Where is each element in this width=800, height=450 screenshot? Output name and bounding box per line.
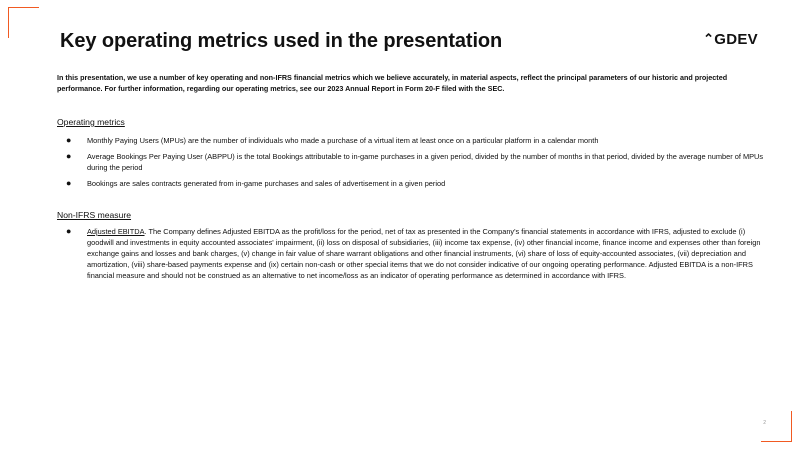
bullet-icon: ● bbox=[66, 135, 72, 145]
bullet-icon: ● bbox=[66, 226, 72, 236]
metric-abppu-text: Average Bookings Per Paying User (ABPPU) is the total Bookings attributable to in-game purchases in a given period, divided by the number of months in that period, divided by the average number of MPUs during the period bbox=[87, 152, 764, 173]
intro-paragraph: In this presentation, we use a number of key operating and non-IFRS financial metrics which we believe accurately, in material aspects, reflect the principal parameters of our historic and projected performance. For further information, regarding our operating metrics, see our 2023 Annual Report in Form 20-F filed with the SEC. bbox=[57, 73, 728, 94]
slide-title: Key operating metrics used in the presentation bbox=[60, 30, 503, 52]
adjusted-ebitda-term: Adjusted EBITDA bbox=[87, 227, 145, 236]
logo-caret-icon: ⌃ bbox=[703, 31, 715, 46]
adjusted-ebitda-definition: . The Company defines Adjusted EBITDA as the profit/loss for the period, net of tax as presented in the Company's financial statements in accordance with IFRS, adjusted to exclude (i) goodwill and investments in equity accounted associates' impairment, (ii) loss on disposal of subsidiaries, (iii) income tax expense, (iv) other financial income, finance income and expenses other than foreign exchange gains and losses and bank charges, (v) change in fair value of share warrant obligations and other financial instruments, (vi) share of loss of equity-accounted associates, (vii) depreciation and amortization, (viii) share-based payments expense and (ix) certain non-cash or other special items that we do not consider indicative of our ongoing operating performance. Adjusted EBITDA is a non-IFRS financial measure and should not be construed as an alternative to net income/loss as an indicator of operating performance as determined in accordance with IFRS. bbox=[87, 227, 761, 281]
list-item bbox=[66, 226, 766, 282]
corner-accent-bottom-right bbox=[761, 411, 792, 442]
metric-mpu-text: Monthly Paying Users (MPUs) are the number of individuals who made a purchase of a virtual item at least once on a particular platform in a calendar month bbox=[87, 136, 599, 145]
non-ifrs-list bbox=[66, 226, 766, 282]
page-number: 2 bbox=[763, 420, 766, 426]
bullet-icon: ● bbox=[66, 151, 72, 162]
bullet-icon: ● bbox=[66, 178, 72, 189]
operating-metrics-list bbox=[66, 135, 766, 194]
logo-text: GDEV bbox=[714, 31, 758, 48]
non-ifrs-heading: Non-IFRS measure bbox=[57, 210, 132, 220]
gdev-logo bbox=[703, 31, 758, 48]
corner-accent-top-left bbox=[8, 7, 39, 38]
list-item bbox=[66, 178, 766, 189]
list-item bbox=[66, 151, 766, 173]
list-item bbox=[66, 135, 766, 146]
metric-bookings-text: Bookings are sales contracts generated from in-game purchases and sales of advertisement in a given period bbox=[87, 179, 446, 189]
operating-metrics-heading: Operating metrics bbox=[57, 117, 125, 127]
